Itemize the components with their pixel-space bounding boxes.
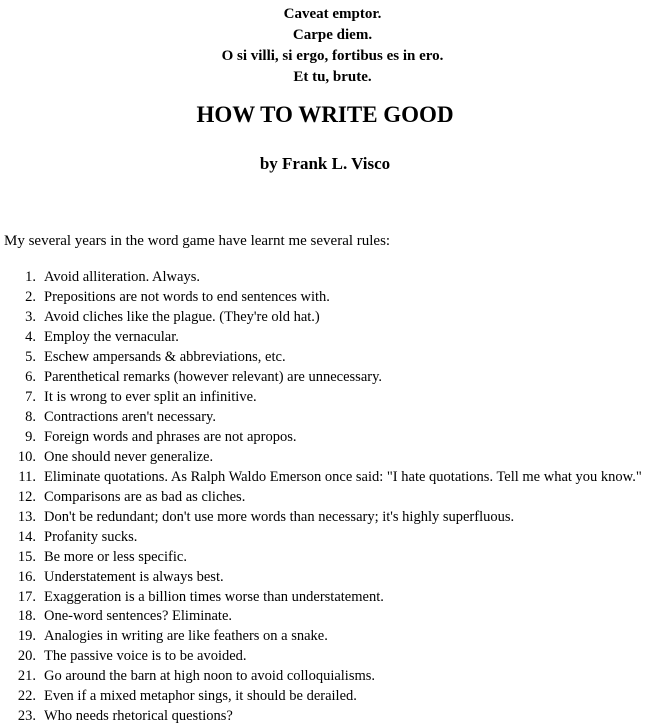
rule-number: 23. (17, 708, 36, 725)
rule-item (0, 646, 665, 666)
rule-number: 9. (25, 428, 36, 445)
rule-item (0, 686, 665, 706)
rule-item (0, 467, 665, 487)
rule-text: Analogies in writing are like feathers on a snake. (44, 628, 328, 645)
rule-number: 16. (17, 568, 36, 585)
rule-number: 2. (25, 288, 36, 305)
rule-text: Profanity sucks. (44, 528, 138, 545)
rule-number: 17. (17, 588, 36, 605)
rule-number: 14. (17, 528, 36, 545)
rule-number: 13. (17, 508, 36, 525)
rule-text: Contractions aren't necessary. (44, 408, 216, 425)
rule-item (0, 507, 665, 527)
rule-text: Employ the vernacular. (44, 328, 179, 345)
rule-text: Avoid alliteration. Always. (44, 269, 200, 285)
rule-text: Parenthetical remarks (however relevant) are unnecessary. (44, 368, 383, 385)
page-title: HOW TO WRITE GOOD (196, 102, 454, 127)
rule-item (0, 706, 665, 726)
rule-text: Understatement is always best. (44, 568, 224, 585)
rule-item (0, 427, 665, 447)
rule-number: 20. (17, 648, 36, 665)
rule-text: One-word sentences? Eliminate. (44, 608, 233, 625)
rule-text: Avoid cliches like the plague. (They're old hat.) (44, 308, 320, 325)
rule-item (0, 387, 665, 407)
rule-item (0, 327, 665, 347)
rule-text: Even if a mixed metaphor sings, it should be derailed. (44, 688, 357, 705)
epigraph-line: Caveat emptor. (283, 6, 382, 22)
rule-text: Prepositions are not words to end sentences with. (44, 288, 330, 305)
rule-text: Who needs rhetorical questions? (44, 708, 233, 725)
byline: by Frank L. Visco (259, 154, 391, 173)
rule-number: 22. (17, 688, 36, 705)
rules-list (0, 267, 665, 726)
rule-text: Don't be redundant; don't use more words than necessary; it's highly superfluous. (44, 508, 515, 525)
rule-text: It is wrong to ever split an infinitive. (44, 388, 257, 405)
rule-number: 8. (25, 408, 36, 425)
rule-text: One should never generalize. (44, 448, 214, 465)
epigraph-line: Et tu, brute. (293, 69, 372, 85)
rule-item (0, 307, 665, 327)
rule-number: 15. (17, 548, 36, 565)
rule-number: 6. (25, 368, 36, 385)
rule-number: 18. (17, 608, 36, 625)
rule-number: 10. (17, 448, 36, 465)
rule-item (0, 666, 665, 686)
rule-item (0, 367, 665, 387)
epigraph-line: O si villi, si ergo, fortibus es in ero. (221, 48, 444, 64)
rule-number: 19. (17, 628, 36, 645)
rule-item (0, 547, 665, 567)
rule-item (0, 626, 665, 646)
rule-number: 3. (25, 308, 36, 325)
intro-paragraph: My several years in the word game have learnt me several rules: (4, 233, 391, 249)
rule-number: 5. (25, 348, 36, 365)
rule-text: Eliminate quotations. As Ralph Waldo Emerson once said: "I hate quotations. Tell me what you know." (44, 468, 642, 485)
rule-text: Go around the barn at high noon to avoid colloquialisms. (44, 668, 376, 685)
rule-item (0, 447, 665, 467)
rule-number: 7. (25, 388, 36, 405)
rule-item (0, 567, 665, 587)
rule-text: Comparisons are as bad as cliches. (44, 488, 246, 505)
rule-item (0, 606, 665, 626)
rule-item (0, 347, 665, 367)
epigraph (0, 4, 665, 88)
rule-item (0, 407, 665, 427)
epigraph-line: Carpe diem. (292, 27, 373, 43)
rule-item (0, 587, 665, 607)
rule-number: 11. (18, 468, 36, 485)
rule-number: 4. (25, 328, 36, 345)
rule-item (0, 527, 665, 547)
rule-text: Eschew ampersands & abbreviations, etc. (44, 348, 286, 365)
rule-item (0, 487, 665, 507)
rule-text: Foreign words and phrases are not apropos. (44, 428, 297, 445)
rule-text: Be more or less specific. (44, 548, 187, 565)
rule-item (0, 287, 665, 307)
rule-number: 1. (25, 269, 36, 285)
rule-number: 21. (17, 668, 36, 685)
rule-number: 12. (17, 488, 36, 505)
rule-text: The passive voice is to be avoided. (44, 648, 247, 665)
rule-text: Exaggeration is a billion times worse than understatement. (44, 588, 384, 605)
rule-item (0, 267, 665, 287)
